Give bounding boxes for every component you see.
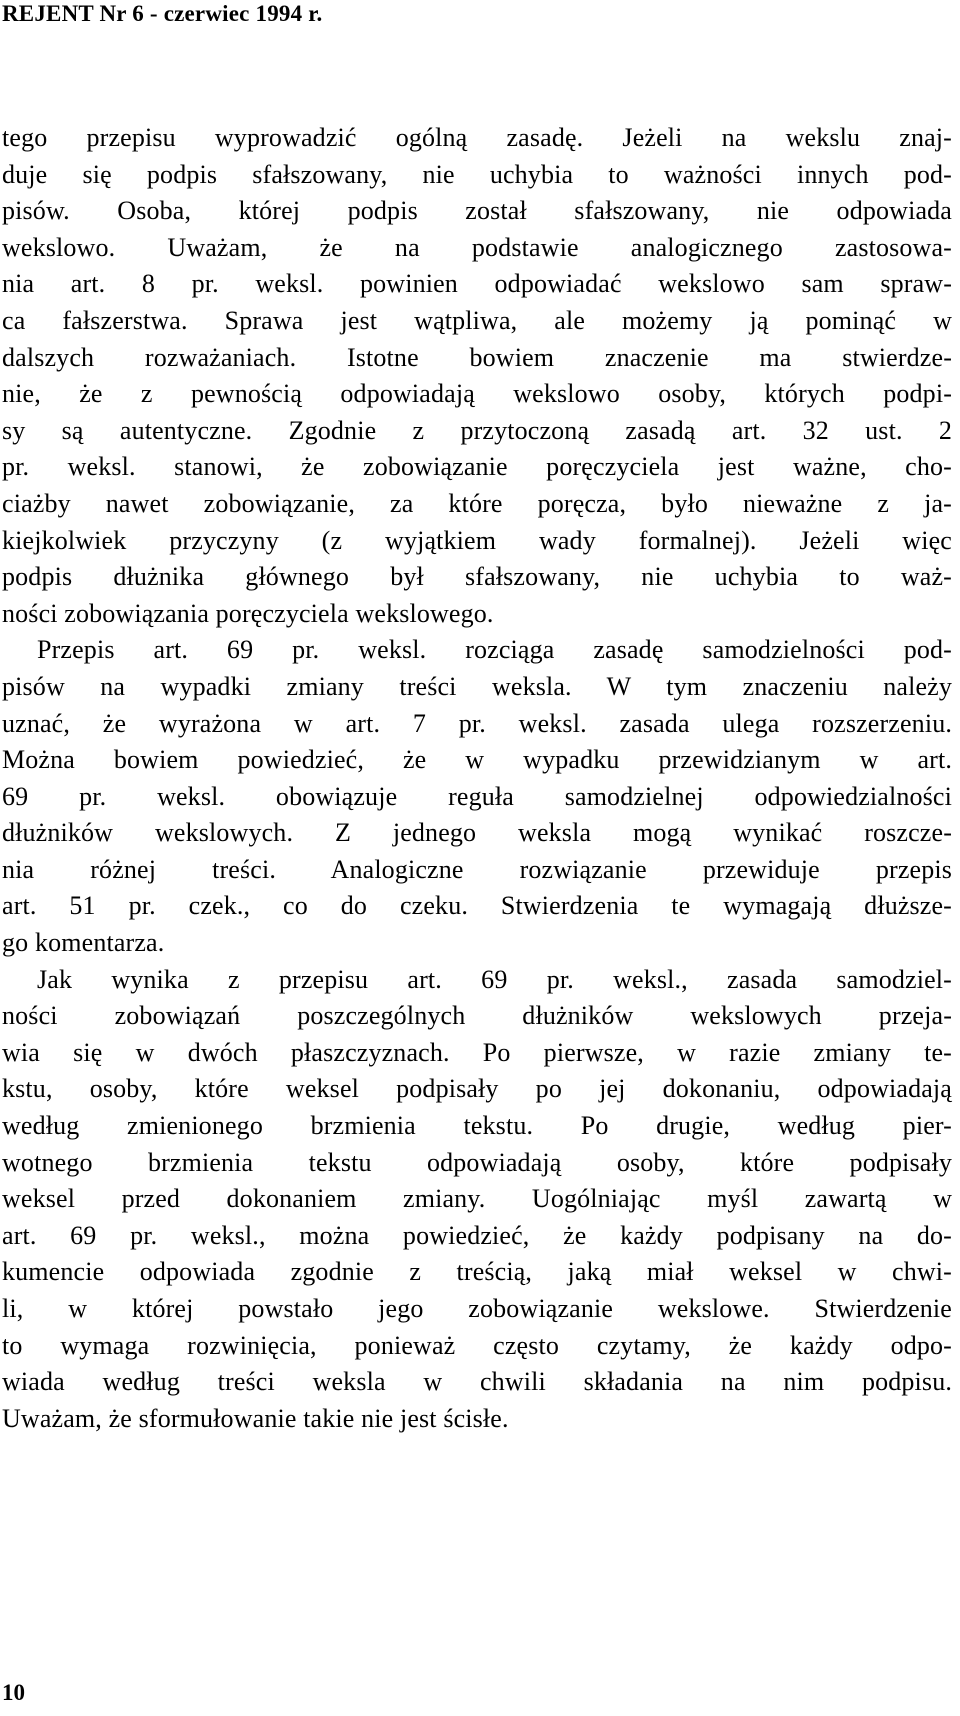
- text-line: wiada według treści weksla w chwili składania na nim podpisu.: [2, 1367, 952, 1397]
- text-line: dalszych rozważaniach. Istotne bowiem znaczenie ma stwierdze-: [2, 342, 952, 372]
- text-line: sy są autentyczne. Zgodnie z przytoczoną zasadą art. 32 ust. 2: [2, 415, 952, 445]
- text-line: nia art. 8 pr. weksl. powinien odpowiadać wekslowo sam spraw-: [2, 269, 952, 299]
- text-line: ca fałszerstwa. Sprawa jest wątpliwa, ale możemy ją pominąć w: [2, 305, 952, 335]
- text-line: ciażby nawet zobowiązanie, za które poręcza, było nieważne z ja-: [2, 488, 952, 518]
- text-line: wekslowo. Uważam, że na podstawie analogicznego zastosowa-: [2, 232, 952, 262]
- text-line: nie, że z pewnością odpowiadają wekslowo osoby, których podpi-: [2, 379, 952, 409]
- text-line: ności zobowiązania poręczyciela wekslowego.: [2, 598, 494, 628]
- paragraph-start-line: Przepis art. 69 pr. weksl. rozciąga zasadę samodzielności pod-: [37, 635, 952, 665]
- text-line: to wymaga rozwinięcia, ponieważ często czytamy, że każdy odpo-: [2, 1330, 952, 1360]
- text-line: pisów na wypadki zmiany treści weksla. W tym znaczeniu należy: [2, 671, 952, 701]
- text-line: Uważam, że sformułowanie takie nie jest ścisłe.: [2, 1403, 509, 1433]
- text-line: wotnego brzmienia tekstu odpowiadają osoby, które podpisały: [2, 1147, 952, 1177]
- text-line: tego przepisu wyprowadzić ogólną zasadę. Jeżeli na wekslu znaj-: [2, 123, 952, 152]
- text-line: kumencie odpowiada zgodnie z treścią, jaką miał weksel w chwi-: [2, 1257, 952, 1287]
- text-line: nia różnej treści. Analogiczne rozwiązanie przewiduje przepis: [2, 854, 952, 884]
- text-line: duje się podpis sfałszowany, nie uchybia to ważności innych pod-: [2, 159, 952, 189]
- text-line: art. 51 pr. czek., co do czeku. Stwierdzenia te wymagają dłuższe-: [2, 891, 952, 921]
- text-line: 69 pr. weksl. obowiązuje reguła samodzielnej odpowiedzialności: [2, 781, 952, 811]
- text-line: Można bowiem powiedzieć, że w wypadku przewidzianym w art.: [2, 745, 952, 775]
- text-line: pisów. Osoba, której podpis został sfałszowany, nie odpowiada: [2, 196, 952, 226]
- text-line: uznać, że wyrażona w art. 7 pr. weksl. zasada ulega rozszerzeniu.: [2, 708, 952, 738]
- text-line: ności zobowiązań poszczególnych dłużników wekslowych przeja-: [2, 1001, 952, 1031]
- text-line: go komentarza.: [2, 928, 165, 958]
- text-line: według zmienionego brzmienia tekstu. Po drugie, według pier-: [2, 1111, 952, 1141]
- text-line: pr. weksl. stanowi, że zobowiązanie poręczyciela jest ważne, cho-: [2, 452, 952, 482]
- text-line: kstu, osoby, które weksel podpisały po jej dokonaniu, odpowiadają: [2, 1074, 952, 1104]
- text-line: weksel przed dokonaniem zmiany. Uogólniając myśl zawartą w: [2, 1184, 952, 1214]
- text-line: art. 69 pr. weksl., można powiedzieć, że każdy podpisany na do-: [2, 1220, 952, 1250]
- text-line: wia się w dwóch płaszczyznach. Po pierwsze, w razie zmiany te-: [2, 1037, 952, 1067]
- text-line: podpis dłużnika głównego był sfałszowany, nie uchybia to waż-: [2, 562, 952, 592]
- text-line: li, w której powstało jego zobowiązanie wekslowe. Stwierdzenie: [2, 1294, 952, 1323]
- article-body: [2, 120, 952, 1437]
- page-number: 10: [2, 1680, 25, 1705]
- paragraph-start-line: Jak wynika z przepisu art. 69 pr. weksl., zasada samodziel-: [37, 964, 952, 994]
- text-line: kiejkolwiek przyczyny (z wyjątkiem wady formalnej). Jeżeli więc: [2, 525, 952, 555]
- text-line: dłużników wekslowych. Z jednego weksla mogą wynikać roszcze-: [2, 818, 952, 848]
- running-header: REJENT Nr 6 - czerwiec 1994 r.: [2, 1, 323, 26]
